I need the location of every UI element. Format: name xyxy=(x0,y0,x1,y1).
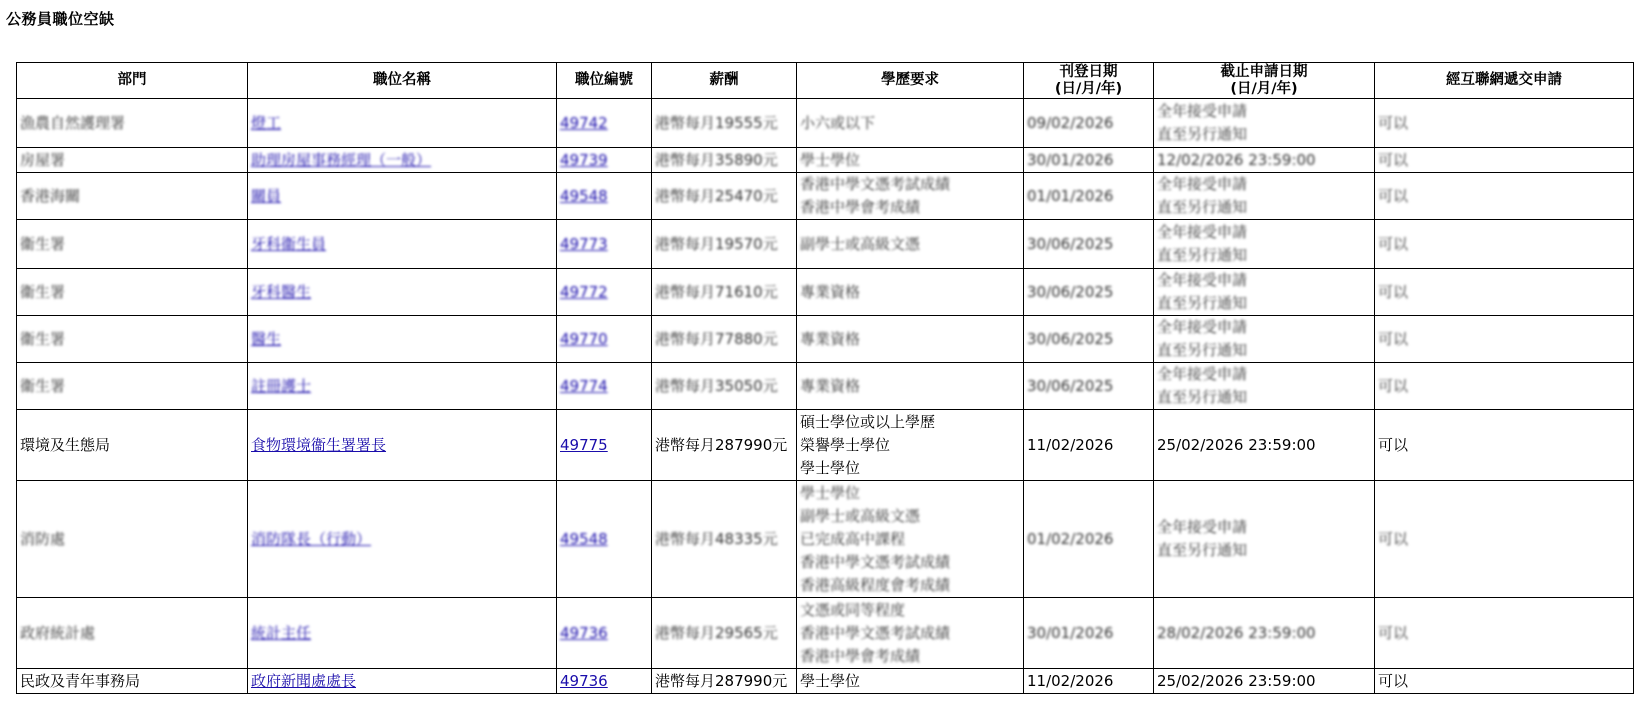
education-item: 專業資格 xyxy=(800,376,861,395)
department-text: 房屋署 xyxy=(20,150,66,169)
publish-date-text: 01/01/2026 xyxy=(1027,186,1114,205)
table-row xyxy=(17,220,1634,269)
publish-date-text: 09/02/2026 xyxy=(1027,113,1114,132)
education-cell xyxy=(797,316,1024,363)
closing-date-cell xyxy=(1154,316,1375,363)
online-application-cell xyxy=(1375,99,1634,148)
closing-date-cell xyxy=(1154,269,1375,316)
salary-text: 港幣每月71610元 xyxy=(655,282,778,301)
education-item: 香港中學會考成績 xyxy=(800,646,921,665)
table-row xyxy=(17,316,1634,363)
table-row xyxy=(17,363,1634,410)
table-row xyxy=(17,481,1634,598)
education-cell xyxy=(797,363,1024,410)
online-application-text: 可以 xyxy=(1378,234,1409,253)
salary-cell xyxy=(652,481,797,598)
page-title: 公務員職位空缺 xyxy=(6,10,115,28)
department-cell xyxy=(17,173,248,220)
post-title-link[interactable]: 食物環境衞生署署長 xyxy=(251,435,387,454)
publish-date-text: 30/06/2025 xyxy=(1027,282,1114,301)
post-id-link[interactable]: 49739 xyxy=(560,150,608,169)
department-text: 民政及青年事務局 xyxy=(20,671,141,690)
publish-date-cell xyxy=(1024,363,1154,410)
online-application-text: 可以 xyxy=(1378,329,1409,348)
publish-date-text: 30/06/2025 xyxy=(1027,234,1114,253)
online-application-cell xyxy=(1375,669,1634,694)
salary-text: 港幣每月287990元 xyxy=(655,671,788,690)
salary-cell xyxy=(652,669,797,694)
closing-date-item: 28/02/2026 23:59:00 xyxy=(1157,623,1316,642)
post-title-cell xyxy=(248,669,557,694)
publish-date-cell xyxy=(1024,598,1154,669)
online-application-cell xyxy=(1375,481,1634,598)
closing-date-item: 12/02/2026 23:59:00 xyxy=(1157,150,1316,169)
header-publish-date: 刊登日期 (日/月/年) xyxy=(1024,63,1154,99)
publish-date-text: 01/02/2026 xyxy=(1027,529,1114,548)
salary-cell xyxy=(652,173,797,220)
online-application-cell xyxy=(1375,269,1634,316)
education-item: 學士學位 xyxy=(800,458,861,477)
post-id-cell xyxy=(557,99,652,148)
closing-date-item: 25/02/2026 23:59:00 xyxy=(1157,671,1316,690)
table-row xyxy=(17,598,1634,669)
education-item: 專業資格 xyxy=(800,282,861,301)
post-id-cell xyxy=(557,363,652,410)
salary-text: 港幣每月29565元 xyxy=(655,623,778,642)
publish-date-text: 30/01/2026 xyxy=(1027,150,1114,169)
online-application-text: 可以 xyxy=(1378,150,1409,169)
table-row xyxy=(17,410,1634,481)
salary-cell xyxy=(652,220,797,269)
education-item: 學士學位 xyxy=(800,483,861,502)
department-cell xyxy=(17,316,248,363)
post-id-cell xyxy=(557,269,652,316)
closing-date-cell xyxy=(1154,173,1375,220)
education-item: 副學士或高級文憑 xyxy=(800,506,921,525)
education-item: 小六或以下 xyxy=(800,113,876,132)
post-title-link[interactable]: 註冊護士 xyxy=(251,376,312,395)
post-title-cell xyxy=(248,269,557,316)
online-application-cell xyxy=(1375,173,1634,220)
post-id-link[interactable]: 49736 xyxy=(560,671,608,690)
closing-date-cell xyxy=(1154,410,1375,481)
publish-date-cell xyxy=(1024,220,1154,269)
salary-cell xyxy=(652,99,797,148)
education-cell xyxy=(797,410,1024,481)
table-row xyxy=(17,99,1634,148)
header-online-application: 經互聯網遞交申請 xyxy=(1375,63,1634,99)
online-application-cell xyxy=(1375,220,1634,269)
online-application-text: 可以 xyxy=(1378,186,1409,205)
closing-date-cell xyxy=(1154,220,1375,269)
education-item: 榮譽學士學位 xyxy=(800,435,891,454)
salary-cell xyxy=(652,148,797,173)
post-title-link[interactable]: 統計主任 xyxy=(251,623,312,642)
closing-date-item: 直至另行通知 xyxy=(1157,246,1248,264)
post-id-cell xyxy=(557,220,652,269)
post-title-link[interactable]: 政府新聞處處長 xyxy=(251,671,357,690)
department-cell xyxy=(17,598,248,669)
publish-date-cell xyxy=(1024,99,1154,148)
publish-date-cell xyxy=(1024,410,1154,481)
online-application-cell xyxy=(1375,148,1634,173)
online-application-text: 可以 xyxy=(1378,113,1409,132)
closing-date-item: 直至另行通知 xyxy=(1157,294,1248,312)
header-post-id: 職位編號 xyxy=(557,63,652,99)
header-salary: 薪酬 xyxy=(652,63,797,99)
department-text: 消防處 xyxy=(20,529,66,548)
online-application-cell xyxy=(1375,598,1634,669)
post-id-link[interactable]: 49773 xyxy=(560,234,608,253)
post-title-link[interactable]: 牙科醫生 xyxy=(251,282,312,301)
department-cell xyxy=(17,481,248,598)
salary-text: 港幣每月35050元 xyxy=(655,376,778,395)
online-application-text: 可以 xyxy=(1378,435,1409,454)
publish-date-text: 30/06/2025 xyxy=(1027,329,1114,348)
post-title-cell xyxy=(248,99,557,148)
table-row xyxy=(17,669,1634,694)
education-cell xyxy=(797,481,1024,598)
closing-date-cell xyxy=(1154,481,1375,598)
department-text: 香港海關 xyxy=(20,186,81,205)
table-row xyxy=(17,148,1634,173)
department-cell xyxy=(17,269,248,316)
education-cell xyxy=(797,598,1024,669)
post-id-cell xyxy=(557,598,652,669)
department-cell xyxy=(17,220,248,269)
department-cell xyxy=(17,410,248,481)
education-cell xyxy=(797,269,1024,316)
post-id-link[interactable]: 49548 xyxy=(560,529,608,548)
publish-date-cell xyxy=(1024,669,1154,694)
post-id-link[interactable]: 49774 xyxy=(560,376,608,395)
closing-date-item: 全年接受申請 xyxy=(1157,365,1248,383)
department-text: 漁農自然護理署 xyxy=(20,113,126,132)
post-id-link[interactable]: 49742 xyxy=(560,113,608,132)
salary-text: 港幣每月19555元 xyxy=(655,113,778,132)
publish-date-text: 11/02/2026 xyxy=(1027,671,1114,690)
education-cell xyxy=(797,220,1024,269)
department-text: 衞生署 xyxy=(20,376,66,395)
salary-cell xyxy=(652,316,797,363)
header-education: 學歷要求 xyxy=(797,63,1024,99)
publish-date-cell xyxy=(1024,316,1154,363)
post-title-cell xyxy=(248,410,557,481)
online-application-text: 可以 xyxy=(1378,529,1409,548)
salary-cell xyxy=(652,363,797,410)
department-cell xyxy=(17,669,248,694)
online-application-cell xyxy=(1375,410,1634,481)
education-cell xyxy=(797,99,1024,148)
online-application-cell xyxy=(1375,316,1634,363)
post-title-cell xyxy=(248,363,557,410)
post-title-cell xyxy=(248,148,557,173)
department-text: 衞生署 xyxy=(20,282,66,301)
education-item: 文憑或同等程度 xyxy=(800,600,906,619)
publish-date-text: 30/06/2025 xyxy=(1027,376,1114,395)
closing-date-item: 直至另行通知 xyxy=(1157,388,1248,406)
publish-date-text: 11/02/2026 xyxy=(1027,435,1114,454)
salary-text: 港幣每月48335元 xyxy=(655,529,778,548)
publish-date-cell xyxy=(1024,269,1154,316)
closing-date-item: 25/02/2026 23:59:00 xyxy=(1157,435,1316,454)
post-id-cell xyxy=(557,316,652,363)
post-id-cell xyxy=(557,148,652,173)
closing-date-cell xyxy=(1154,598,1375,669)
education-cell xyxy=(797,669,1024,694)
post-id-cell xyxy=(557,481,652,598)
education-item: 碩士學位或以上學歷 xyxy=(800,412,936,431)
education-item: 學士學位 xyxy=(800,150,861,169)
post-title-link[interactable]: 助理房屋事務經理（一般） xyxy=(251,150,432,169)
post-title-cell xyxy=(248,316,557,363)
department-text: 衞生署 xyxy=(20,329,66,348)
closing-date-item: 直至另行通知 xyxy=(1157,198,1248,216)
education-item: 已完成高中課程 xyxy=(800,529,906,548)
online-application-text: 可以 xyxy=(1378,623,1409,642)
closing-date-item: 全年接受申請 xyxy=(1157,175,1248,193)
closing-date-cell xyxy=(1154,363,1375,410)
education-item: 香港高級程度會考成績 xyxy=(800,575,951,594)
post-title-cell xyxy=(248,220,557,269)
salary-text: 港幣每月19570元 xyxy=(655,234,778,253)
post-id-link[interactable]: 49772 xyxy=(560,282,608,301)
post-id-cell xyxy=(557,410,652,481)
online-application-text: 可以 xyxy=(1378,282,1409,301)
closing-date-cell xyxy=(1154,148,1375,173)
header-post-title: 職位名稱 xyxy=(248,63,557,99)
post-title-cell xyxy=(248,481,557,598)
salary-cell xyxy=(652,269,797,316)
education-item: 香港中學文憑考試成績 xyxy=(800,623,951,642)
post-title-link[interactable]: 醫生 xyxy=(251,329,282,348)
education-item: 學士學位 xyxy=(800,671,861,690)
post-title-link[interactable]: 消防隊長（行動） xyxy=(251,529,372,548)
post-title-cell xyxy=(248,598,557,669)
post-title-link[interactable]: 燈工 xyxy=(251,113,282,132)
education-item: 香港中學文憑考試成績 xyxy=(800,552,951,571)
header-department: 部門 xyxy=(17,63,248,99)
department-cell xyxy=(17,148,248,173)
closing-date-item: 全年接受申請 xyxy=(1157,318,1248,336)
publish-date-cell xyxy=(1024,481,1154,598)
education-cell xyxy=(797,173,1024,220)
post-id-cell xyxy=(557,669,652,694)
post-id-cell xyxy=(557,173,652,220)
education-cell xyxy=(797,148,1024,173)
closing-date-item: 全年接受申請 xyxy=(1157,102,1248,120)
education-item: 專業資格 xyxy=(800,329,861,348)
post-id-link[interactable]: 49736 xyxy=(560,623,608,642)
closing-date-cell xyxy=(1154,99,1375,148)
salary-text: 港幣每月25470元 xyxy=(655,186,778,205)
publish-date-text: 30/01/2026 xyxy=(1027,623,1114,642)
post-id-link[interactable]: 49775 xyxy=(560,435,608,454)
department-text: 政府統計處 xyxy=(20,623,96,642)
closing-date-item: 全年接受申請 xyxy=(1157,271,1248,289)
salary-text: 港幣每月287990元 xyxy=(655,435,788,454)
online-application-text: 可以 xyxy=(1378,671,1409,690)
education-item: 副學士或高級文憑 xyxy=(800,234,921,253)
salary-cell xyxy=(652,410,797,481)
closing-date-item: 直至另行通知 xyxy=(1157,541,1248,559)
department-text: 環境及生態局 xyxy=(20,435,111,454)
online-application-text: 可以 xyxy=(1378,376,1409,395)
closing-date-item: 直至另行通知 xyxy=(1157,341,1248,359)
closing-date-item: 全年接受申請 xyxy=(1157,223,1248,241)
post-id-link[interactable]: 49770 xyxy=(560,329,608,348)
header-closing-date: 截止申請日期 (日/月/年) xyxy=(1154,63,1375,99)
education-item: 香港中學文憑考試成績 xyxy=(800,175,951,193)
table-header-row xyxy=(17,63,1634,99)
post-title-cell xyxy=(248,173,557,220)
vacancy-table xyxy=(16,62,1634,694)
salary-cell xyxy=(652,598,797,669)
closing-date-item: 全年接受申請 xyxy=(1157,518,1248,536)
education-item: 香港中學會考成績 xyxy=(800,198,921,216)
publish-date-cell xyxy=(1024,173,1154,220)
table-row xyxy=(17,173,1634,220)
department-text: 衞生署 xyxy=(20,234,66,253)
post-title-link[interactable]: 牙科衞生員 xyxy=(251,234,327,253)
table-row xyxy=(17,269,1634,316)
department-cell xyxy=(17,99,248,148)
online-application-cell xyxy=(1375,363,1634,410)
salary-text: 港幣每月35890元 xyxy=(655,150,778,169)
publish-date-cell xyxy=(1024,148,1154,173)
post-id-link[interactable]: 49548 xyxy=(560,186,608,205)
closing-date-cell xyxy=(1154,669,1375,694)
department-cell xyxy=(17,363,248,410)
post-title-link[interactable]: 關員 xyxy=(251,186,282,205)
salary-text: 港幣每月77880元 xyxy=(655,329,778,348)
closing-date-item: 直至另行通知 xyxy=(1157,125,1248,143)
